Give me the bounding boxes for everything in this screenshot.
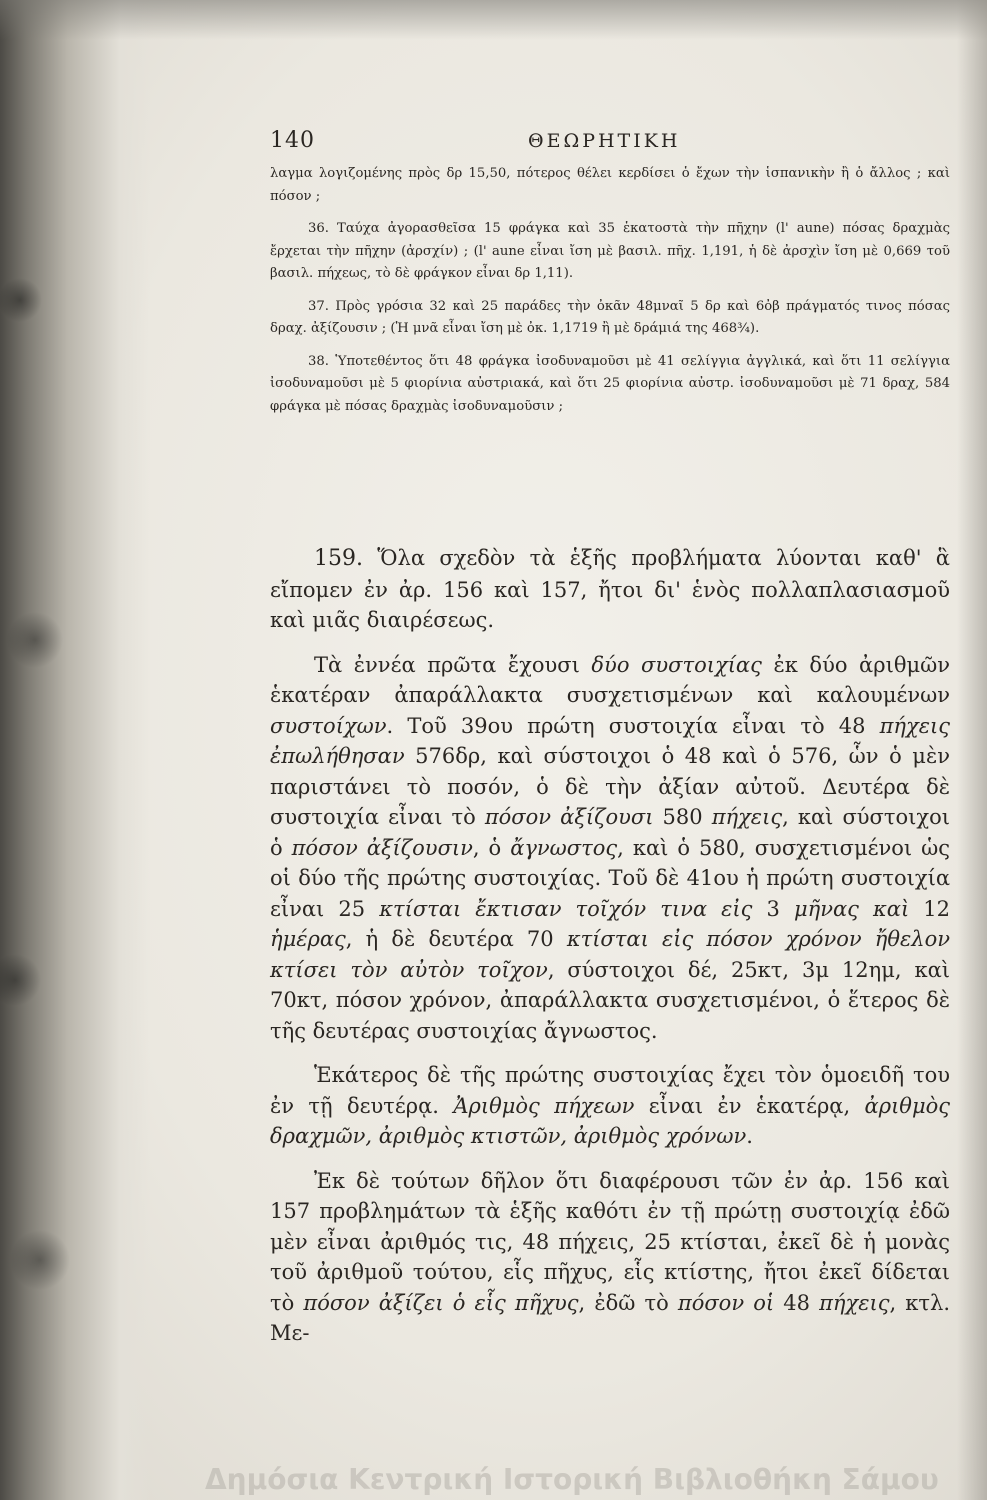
section-159-text: Ὅλα σχεδὸν τὰ ἑξῆς προβλήματα λύονται καθ' ἃ εἴπομεν ἐν ἀρ. 156 καὶ 157, ἤτοι δι' ἑνὸς πολλαπλασιασμοῦ καὶ μιᾶς διαιρέσεως.	[270, 546, 950, 632]
text-run: 580	[653, 805, 712, 829]
text-run: Τὰ ἐννέα πρῶτα ἔχουσι	[314, 652, 592, 677]
italic-term: πόσον ἀξίζει ὁ εἷς πῆχυς	[303, 1290, 579, 1315]
italic-term: πήχεις ἐπωλήθησαν	[270, 713, 950, 768]
text-run: , κτλ. Με-	[270, 1290, 951, 1345]
italic-term: πόσον ἀξίζουσιν	[291, 835, 473, 860]
paragraph-homoeideis	[270, 1060, 950, 1152]
text-run: , καὶ ὁ 580, συσχετισμένοι ὡς οἱ δύο τῆς πρώτης συστοιχίας. Τοῦ δὲ 41ου ἡ πρώτη συστοιχία εἶναι 25	[270, 835, 950, 921]
exercise-36: 36. Ταύχα ἀγορασθεῖσα 15 φράγκα καὶ 35 ἑκατοστὰ τὴν πῆχην (l' aune) πόσας δραχμὰς ἔρχεται τὴν πῆχην (ἀρσχίν) ; (l' aune εἶναι ἴση μὲ βασιλ. πῆχ. 1,191, ἡ δὲ ἀρσχὶν ἴση μὲ 0,669 τοῦ βασιλ. πήχεως, τὸ δὲ φράγκον εἶναι δρ 1,11).	[270, 221, 950, 281]
text-run: , καὶ σύστοιχοι ὁ	[270, 805, 950, 860]
text-run: , ἐδῶ τὸ	[578, 1290, 678, 1315]
italic-term: Ἀριθμὸς πήχεων	[453, 1093, 635, 1118]
page-header	[270, 128, 930, 158]
exercise-37: 37. Πρὸς γρόσια 32 καὶ 25 παράδες τὴν ὀκᾶν 48μναῖ 5 δρ καὶ 6ὀβ πράγματός τινος πόσας δραχ. ἀξίζουσιν ; (Ἡ μνᾶ εἶναι ἴση μὲ ὀκ. 1,1719 ἢ μὲ δράμιά της 468¾).	[270, 298, 950, 336]
italic-term: ἄγνωστος	[510, 835, 618, 860]
text-run: , ἡ δὲ δευτέρα 70	[345, 927, 567, 951]
text-run: 12	[909, 896, 950, 921]
text-run: Ἑκάτερος δὲ τῆς πρώτης συστοιχίας ἔχει τὸν ὁμοειδῆ του ἐν τῇ δευτέρᾳ.	[270, 1063, 950, 1118]
text-run: εἶναι ἐν ἑκατέρᾳ,	[634, 1093, 865, 1118]
text-run: ἐκ δύο ἀριθμῶν ἑκατέραν ἀπαράλλακτα συσχετισμένων καὶ καλουμένων	[270, 652, 950, 707]
top-edge-shadow	[0, 0, 987, 40]
text-run: , ὁ	[472, 835, 511, 860]
italic-term: δύο συστοιχίας	[591, 652, 762, 677]
italic-term: ἀριθμὸς δραχμῶν, ἀριθμὸς κτιστῶν, ἀριθμὸς χρόνων	[270, 1093, 951, 1148]
text-run: , σύστοιχοι δέ, 25κτ, 3μ 12ημ, καὶ 70κτ, πόσον χρόνον, ἀπαράλλακτα συσχετισμένοι, ὁ ἕτερος δὲ τῆς δευτέρας συστοιχίας ἄγνωστος.	[270, 957, 950, 1043]
italic-term: κτίσται ἔκτισαν τοῖχόν τινα εἰς	[379, 896, 753, 921]
text-run: 48	[774, 1290, 820, 1315]
exercise-38: 38. Ὑποτεθέντος ὅτι 48 φράγκα ἰσοδυναμοῦσι μὲ 41 σελίγγια ἀγγλικά, καὶ ὅτι 11 σελίγγια ἰσοδυναμοῦσι μὲ 5 φιορίνια αὐστριακά, καὶ ὅτι 25 φιορίνια αὐστρ. ἰσοδυναμοῦσι μὲ 71 δραχ, 584 φράγκα μὲ πόσας δραχμὰς ἰσοδυναμοῦσιν ;	[270, 353, 950, 414]
italic-term: πήχεις	[711, 805, 783, 829]
text-run: . Τοῦ 39ου πρώτη συστοιχία εἶναι τὸ 48	[386, 713, 880, 738]
italic-term: ἡμέρας	[270, 927, 346, 951]
page-number: 140	[270, 128, 315, 153]
italic-term: πήχεις	[819, 1290, 890, 1315]
text-run: .	[746, 1124, 753, 1148]
text-run: 3	[752, 896, 794, 921]
main-text	[270, 543, 950, 1349]
italic-term: κτίσται εἰς πόσον χρόνον ἤθελον κτίσει τὸν αὐτὸν τοῖχον	[270, 927, 950, 982]
gutter-stains	[0, 0, 70, 1500]
italic-term: πόσον ἀξίζουσι	[484, 805, 654, 829]
running-title: ΘΕΩΡΗΤΙΚΗ	[528, 130, 681, 152]
italic-term: πόσον οἱ	[677, 1290, 775, 1315]
text-run: 576δρ, καὶ σύστοιχοι ὁ 48 καὶ ὁ 576, ὧν ὁ μὲν παριστάνει τὸ ποσόν, ὁ δὲ τὴν ἀξίαν αὐτοῦ. Δευτέρα δὲ συστοιχία εἶναι τὸ	[270, 744, 950, 829]
italic-term: μῆνας καὶ	[793, 896, 910, 921]
exercise-continuation: λαγμα λογιζομένης πρὸς δρ 15,50, πότερος θέλει κερδίσει ὁ ἔχων τὴν ἱσπανικὴν ἢ ὁ ἄλλος ; καὶ πόσον ;	[270, 166, 950, 204]
section-159-paragraph	[270, 543, 950, 636]
exercise-block	[270, 163, 950, 418]
right-edge-shadow	[957, 0, 987, 1500]
paragraph-diaphorai	[270, 1166, 950, 1349]
text-run: Ἐκ δὲ τούτων δῆλον ὅτι διαφέρουσι τῶν ἐν ἀρ. 156 καὶ 157 προβλημάτων τὰ ἑξῆς καθότι ἐν τῇ πρώτῃ συστοιχίᾳ ἐδῶ μὲν εἶναι ἀριθμός τις, 48 πήχεις, 25 κτίσται, ἐκεῖ δὲ ἡ μονὰς τοῦ ἀριθμοῦ τούτου, εἷς πῆχυς, εἷς κτίστης, ἤτοι ἐκεῖ δίδεται τὸ	[270, 1168, 950, 1315]
section-number: 159.	[314, 546, 363, 571]
paragraph-systoichies	[270, 650, 950, 1047]
library-watermark: Δημόσια Κεντρική Ιστορική Βιβλιοθήκη Σάμου	[205, 1463, 939, 1496]
italic-term: συστοίχων	[270, 713, 387, 738]
